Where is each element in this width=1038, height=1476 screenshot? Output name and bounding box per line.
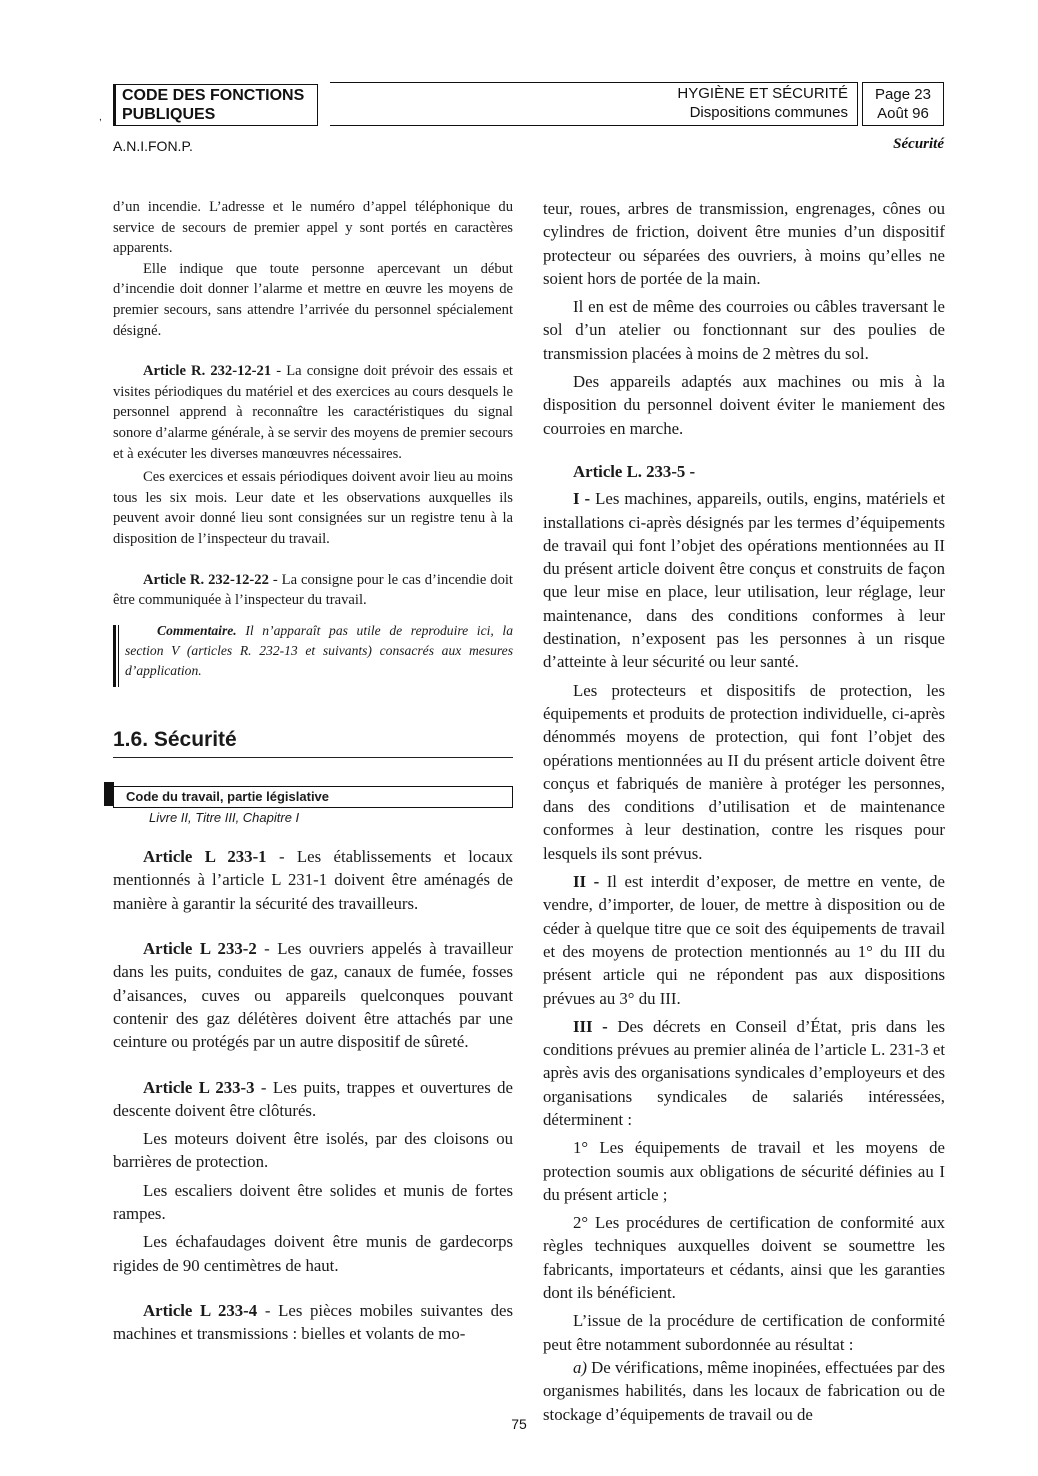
- paragraph: Ces exercices et essais périodiques doivent avoir lieu au moins tous les six mois. Leur date et les observations auxquelles ils peuvent avoir donné lieu sont consignées sur un registre tenu à la disposition de l’inspecteur du travail.: [113, 469, 513, 547]
- article-l233-5-label: Article L. 233-5 -: [573, 461, 696, 481]
- right-column: [543, 197, 945, 1426]
- paragraph: 1° Les équipements de travail et les moyens de protection soumis aux obligations de sécurité définies au I du présent article ;: [543, 1138, 945, 1204]
- article-text: - La consigne pour le cas d’incendie doit être communiquée à l’inspecteur du travail.: [113, 571, 513, 609]
- paragraph: Elle indique que toute personne apercevant un début d’incendie doit donner l’alarme et mettre en œuvre les moyens de premier secours, sans attendre l’arrivée du personnel spécialement désigné.: [113, 260, 513, 339]
- article-l233-4: [113, 1299, 513, 1346]
- clause-label: I -: [573, 489, 591, 509]
- page-label: Page 23: [875, 86, 931, 103]
- code-title-line2: PUBLIQUES: [122, 106, 216, 123]
- article-label: Article L 233-4: [143, 1300, 258, 1320]
- clause-i: [543, 487, 945, 673]
- article-text: - Les établissements et locaux mentionnés à l’article L 231-1 doivent être aménagés de manière à garantir la sécurité des travailleurs.: [113, 847, 513, 913]
- article-l233-1: [113, 845, 513, 915]
- paragraph: L’issue de la procédure de certification de conformité peut être notamment subordonnée au résultat :: [543, 1311, 945, 1354]
- paragraph: Les échafaudages doivent être munis de gardecorps rigides de 90 centimètres de haut.: [113, 1232, 513, 1275]
- comment-label: Commentaire.: [157, 622, 237, 638]
- paragraph: 2° Les procédures de certification de conformité aux règles techniques auxquelles doivent se soumettre les fabricants, importateurs et cédants, ainsi que les garanties dont ils bénéficient.: [543, 1213, 945, 1303]
- article-label: Article R. 232-12-21: [143, 363, 272, 380]
- clause-text: Des décrets en Conseil d’État, pris dans les conditions prévues au premier alinéa de l’article L. 231-3 et après avis des organisations syndicales d’employeurs et des organisations syndicales de salariés intéressées, déterminent :: [543, 1016, 945, 1129]
- clause-text: De vérifications, même inopinées, effectuées par des organismes habilités, dans les locaux de fabrication ou de stockage d’équipements de travail ou de: [543, 1357, 945, 1424]
- paragraph: Les moteurs doivent être isolés, par des cloisons ou barrières de protection.: [113, 1129, 513, 1172]
- paragraph: d’un incendie. L’adresse et le numéro d’appel téléphonique du service de secours de premier appel y sont portés en caractères apparents.: [113, 199, 513, 257]
- clause-label: a): [573, 1357, 587, 1377]
- section-rule: [113, 757, 513, 759]
- clause-label: II -: [573, 872, 600, 892]
- article-l233-2: [113, 937, 513, 1053]
- comment-block: [113, 621, 513, 681]
- paragraph: Il en est de même des courroies ou câbles traversant le sol d’un atelier ou fonctionnant sur des poulies de transmission placées à moins de 2 mètres du sol.: [543, 297, 945, 363]
- code-title-box: [113, 84, 318, 126]
- article-l233-3: [113, 1076, 513, 1123]
- clause-text: Il est interdit d’exposer, de mettre en vente, de vendre, d’importer, de louer, de mettre à disposition ou de céder à quelque titre que ce soit des équipements de travail et des moyens de protection mentionnés au 1° du III du présent article qui ne répondent pas aux dispositions prévues au 3° du III.: [543, 872, 945, 1008]
- livre-reference: Livre II, Titre III, Chapitre I: [149, 810, 300, 826]
- article-text: - Les puits, trappes et ouvertures de descente doivent être clôturés.: [113, 1077, 513, 1120]
- article-r232-12-22: [113, 570, 513, 611]
- left-column: [113, 197, 513, 1346]
- paragraph: Les protecteurs et dispositifs de protection, les équipements et produits de protection individuelle, ci-après dénommés moyens de protection, qui font l’objet des opérations mentionnées au II du présent article doivent être conçus et fabriqués de manière à protéger les personnes, dans des conditions d’utilisation et de maintenance conformes à leur destination, contre les risques pour lesquels ils sont prévus.: [543, 680, 945, 863]
- running-section: Sécurité: [893, 136, 944, 152]
- clause-ii: [543, 870, 945, 1010]
- date-label: Août 96: [877, 105, 929, 122]
- paragraph: Les escaliers doivent être solides et munis de fortes rampes.: [113, 1180, 513, 1224]
- clause-label: III -: [573, 1016, 608, 1036]
- article-label: Article L 233-2: [143, 939, 257, 959]
- article-r232-12-21: [113, 361, 513, 464]
- page-number: 75: [511, 1416, 527, 1432]
- clause-text: Les machines, appareils, outils, engins, matériels et installations ci-après désignés par les termes d’équipements de travail qui font l’objet des opérations mentionnées au II du présent article doivent être conçus et construits de façon que leur mise en place, leur utilisation, leur réglage, leur maintenance, dans des conditions conformes à leur destination, n’exposent pas les personnes à un risque d’atteinte à leur sécurité ou leur santé.: [543, 489, 945, 672]
- header-dispositions: Dispositions communes: [689, 104, 848, 121]
- header-topic: [677, 84, 848, 122]
- header-hygiene: HYGIÈNE ET SÉCURITÉ: [677, 85, 848, 102]
- article-label: Article L 233-1: [143, 847, 267, 867]
- publisher: A.N.I.FON.P.: [113, 138, 193, 154]
- code-box-label: Code du travail, partie législative: [126, 789, 330, 805]
- article-label: Article R. 232-12-22: [143, 571, 269, 588]
- code-box-marker: [104, 782, 114, 806]
- header-mark: ,: [99, 112, 102, 123]
- code-title-line1: CODE DES FONCTIONS: [122, 87, 305, 104]
- article-text: - Les pièces mobiles suivantes des machines et transmissions : bielles et volants de mo-: [113, 1300, 513, 1344]
- paragraph: teur, roues, arbres de transmission, engrenages, cônes ou cylindres de friction, doivent être munies d’un dispositif protecteur ou séparées des ouvriers, à moins qu’elles ne soient hors de portée de la main.: [543, 199, 945, 288]
- paragraph: Des appareils adaptés aux machines ou mis à la disposition du personnel doivent éviter le maniement des courroies en marche.: [543, 372, 945, 438]
- section-title: 1.6. Sécurité: [113, 727, 237, 751]
- article-text: - Les ouvriers appelés à travailleur dans les puits, conduites de gaz, canaux de fumée, fosses d’aisances, cuves ou appareils quelconques pouvant contenir des gaz délétères doivent être attachés par une ceinture ou protégés par un autre dispositif de sûreté.: [113, 939, 513, 1052]
- article-text: - La consigne doit prévoir des essais et visites périodiques du matériel et des exercices au cours desquels le personnel apprend à reconnaître les caractéristiques du signal sonore d’alarme générale, à se servir des moyens de premier secours et à exécuter les diverses manœuvres nécessaires.: [113, 363, 513, 462]
- page-box: [862, 82, 944, 126]
- clause-iii: [543, 1015, 945, 1131]
- article-label: Article L 233-3: [143, 1077, 255, 1097]
- comment-bar-thin: [118, 625, 119, 687]
- comment-text: Il n’apparaît pas utile de reproduire ici, la section V (articles R. 232-13 et suivants) consacrés aux mesures d’application.: [125, 622, 513, 678]
- code-box: [113, 786, 513, 808]
- comment-bar: [113, 625, 116, 687]
